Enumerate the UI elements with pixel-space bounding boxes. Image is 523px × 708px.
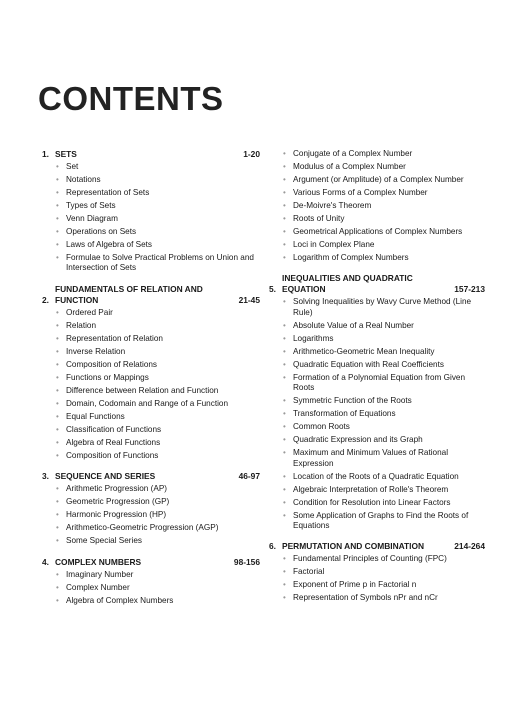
chapter-title: FUNDAMENTALS OF RELATION AND FUNCTION <box>55 283 203 305</box>
topic-label: Absolute Value of a Real Number <box>293 320 414 330</box>
topic-item[interactable] <box>282 554 485 564</box>
topic-list <box>269 297 485 531</box>
topic-label: Algebra of Real Functions <box>66 437 161 447</box>
chapter-pages: 21-45 <box>238 294 260 305</box>
topic-item[interactable] <box>55 412 260 422</box>
topic-item[interactable] <box>55 321 260 331</box>
chapter-title: PERMUTATION AND COMBINATION <box>282 541 425 552</box>
chapter-pages: 46-97 <box>238 471 260 482</box>
bullet-icon: • <box>56 510 59 520</box>
topic-label: Complex Number <box>66 582 130 592</box>
bullet-icon: • <box>283 175 286 184</box>
topic-label: Conjugate of a Complex Number <box>293 149 413 158</box>
bullet-icon: • <box>56 536 59 546</box>
topic-item[interactable] <box>282 297 485 318</box>
bullet-icon: • <box>56 253 59 262</box>
topic-item[interactable] <box>55 175 260 185</box>
topic-label: Logarithms <box>293 333 334 343</box>
topic-label: Set <box>66 162 79 171</box>
bullet-icon: • <box>283 149 286 158</box>
topic-label: Quadratic Expression and its Graph <box>293 435 423 445</box>
bullet-icon: • <box>283 372 286 382</box>
chapter-heading[interactable] <box>42 284 260 306</box>
left-column <box>42 149 260 616</box>
topic-item[interactable] <box>282 321 485 331</box>
topic-item[interactable] <box>282 188 485 198</box>
topic-item[interactable] <box>55 201 260 211</box>
topic-label: Composition of Functions <box>66 450 159 460</box>
chapter-title: INEQUALITIES AND QUADRATIC EQUATION <box>282 273 413 295</box>
topic-label: Inverse Relation <box>66 346 126 356</box>
topic-list <box>42 308 260 461</box>
topic-item[interactable] <box>55 334 260 344</box>
bullet-icon: • <box>283 567 286 577</box>
bullet-icon: • <box>283 333 286 343</box>
topic-item[interactable] <box>282 162 485 172</box>
bullet-icon: • <box>56 307 59 317</box>
bullet-icon: • <box>283 359 286 369</box>
topic-item[interactable] <box>282 149 485 159</box>
topic-item[interactable] <box>282 567 485 577</box>
topic-label: Algebra of Complex Numbers <box>66 595 174 605</box>
bullet-icon: • <box>56 188 59 197</box>
bullet-icon: • <box>283 580 286 590</box>
chapter-pages: 98-156 <box>233 556 260 567</box>
topic-item[interactable] <box>282 472 485 482</box>
bullet-icon: • <box>56 372 59 382</box>
chapter-number: 2. <box>42 294 49 305</box>
topic-label: Argument (or Amplitude) of a Complex Number <box>293 175 464 184</box>
chapter-1 <box>42 149 260 274</box>
topic-label: Domain, Codomain and Range of a Function <box>66 398 229 408</box>
topic-item[interactable] <box>55 253 260 274</box>
chapter-title: COMPLEX NUMBERS <box>55 556 142 567</box>
topic-item[interactable] <box>55 227 260 237</box>
topic-label: Various Forms of a Complex Number <box>293 188 428 197</box>
topic-item[interactable] <box>55 510 260 520</box>
bullet-icon: • <box>283 320 286 330</box>
topic-item[interactable] <box>55 570 260 580</box>
topic-label: Equal Functions <box>66 411 125 421</box>
topic-label: Representation of Symbols nPr and nCr <box>293 593 438 603</box>
topic-item[interactable] <box>282 201 485 211</box>
topic-item[interactable] <box>282 580 485 590</box>
topic-label: Arithmetico-Geometric Progression (AGP) <box>66 523 219 533</box>
topic-item[interactable] <box>282 227 485 237</box>
chapter-pages: 214-264 <box>454 541 485 552</box>
topic-item[interactable] <box>282 409 485 419</box>
bullet-icon: • <box>56 346 59 356</box>
topic-item[interactable] <box>282 373 485 394</box>
bullet-icon: • <box>56 450 59 460</box>
topic-list <box>269 554 485 603</box>
topic-item[interactable] <box>55 438 260 448</box>
bullet-icon: • <box>283 227 286 236</box>
bullet-icon: • <box>56 385 59 395</box>
topic-label: Location of the Roots of a Quadratic Equation <box>293 471 459 481</box>
chapter-pages: 1-20 <box>243 149 260 159</box>
topic-label: Formation of a Polynomial Equation from Given Roots <box>293 372 466 393</box>
topic-label: Ordered Pair <box>66 307 113 317</box>
topic-item[interactable] <box>55 308 260 318</box>
bullet-icon: • <box>56 424 59 434</box>
bullet-icon: • <box>283 214 286 223</box>
topic-label: Representation of Relation <box>66 333 163 343</box>
bullet-icon: • <box>283 188 286 197</box>
bullet-icon: • <box>56 398 59 408</box>
topic-item[interactable] <box>55 596 260 606</box>
topic-label: Harmonic Progression (HP) <box>66 510 167 520</box>
bullet-icon: • <box>56 411 59 421</box>
chapter-5 <box>269 273 485 531</box>
chapter-pages: 157-213 <box>454 284 485 295</box>
topic-label: Types of Sets <box>66 201 116 210</box>
topic-label: Common Roots <box>293 422 350 432</box>
topic-item[interactable] <box>55 425 260 435</box>
topic-label: Exponent of Prime p in Factorial n <box>293 580 417 590</box>
topic-item[interactable] <box>55 484 260 494</box>
chapter-heading[interactable] <box>269 273 485 295</box>
topic-item[interactable] <box>282 214 485 224</box>
topic-item[interactable] <box>282 435 485 445</box>
chapter-heading[interactable] <box>42 557 260 568</box>
topic-item[interactable] <box>55 214 260 224</box>
bullet-icon: • <box>283 201 286 210</box>
chapter-heading[interactable] <box>269 541 485 552</box>
topic-label: Transformation of Equations <box>293 409 396 419</box>
topic-label: Logarithm of Complex Numbers <box>293 253 409 262</box>
topic-label: Some Application of Graphs to Find the Roots of Equations <box>293 510 469 531</box>
topic-item[interactable] <box>282 175 485 185</box>
topic-label: Arithmetic Progression (AP) <box>66 484 168 494</box>
topic-label: Relation <box>66 320 97 330</box>
topic-label: Maximum and Minimum Values of Rational Expression <box>293 448 449 468</box>
topic-label: Loci in Complex Plane <box>293 240 375 249</box>
chapter-title: SETS <box>55 149 77 159</box>
bullet-icon: • <box>56 582 59 592</box>
topic-label: Formulae to Solve Practical Problems on Union and Intersection of Sets <box>66 253 254 273</box>
topic-label: Geometrical Applications of Complex Numbers <box>293 227 463 236</box>
topic-item[interactable] <box>55 523 260 533</box>
topic-label: Condition for Resolution into Linear Factors <box>293 497 451 507</box>
bullet-icon: • <box>56 240 59 249</box>
bullet-icon: • <box>56 569 59 579</box>
topic-item[interactable] <box>55 360 260 370</box>
topic-item[interactable] <box>282 396 485 406</box>
topic-label: Difference between Relation and Function <box>66 385 219 395</box>
topic-item[interactable] <box>55 451 260 461</box>
chapter-number: 6. <box>269 541 276 552</box>
topic-label: Modulus of a Complex Number <box>293 162 406 171</box>
chapter-heading[interactable] <box>42 471 260 482</box>
topic-item[interactable] <box>55 240 260 250</box>
page-title: CONTENTS <box>38 80 224 117</box>
topic-label: Classification of Functions <box>66 424 162 434</box>
bullet-icon: • <box>283 396 286 406</box>
topic-item[interactable] <box>55 386 260 396</box>
chapter-heading[interactable] <box>42 149 260 160</box>
topic-label: Roots of Unity <box>293 214 345 223</box>
bullet-icon: • <box>283 409 286 419</box>
chapter-number: 1. <box>42 149 49 159</box>
chapter-title: SEQUENCE AND SERIES <box>55 471 156 482</box>
bullet-icon: • <box>283 497 286 507</box>
topic-label: Laws of Algebra of Sets <box>66 240 153 249</box>
bullet-icon: • <box>56 162 59 171</box>
topic-item[interactable] <box>282 347 485 357</box>
topic-label: Factorial <box>293 567 325 577</box>
topic-item[interactable] <box>55 536 260 546</box>
bullet-icon: • <box>56 437 59 447</box>
topic-label: Quadratic Equation with Real Coefficients <box>293 359 444 369</box>
chapter-4 <box>42 557 260 606</box>
topic-item[interactable] <box>55 188 260 198</box>
topic-list <box>42 162 260 274</box>
bullet-icon: • <box>56 175 59 184</box>
bullet-icon: • <box>283 448 286 458</box>
topic-item[interactable] <box>55 373 260 383</box>
chapter-4-continued <box>269 149 485 263</box>
bullet-icon: • <box>283 484 286 494</box>
bullet-icon: • <box>283 346 286 356</box>
topic-item[interactable] <box>282 498 485 508</box>
topic-label: Solving Inequalities by Wavy Curve Method (Line Rule) <box>293 297 472 317</box>
topic-item[interactable] <box>55 497 260 507</box>
chapter-number: 5. <box>269 284 276 295</box>
topic-item[interactable] <box>282 334 485 344</box>
topic-label: Some Special Series <box>66 536 142 546</box>
bullet-icon: • <box>56 333 59 343</box>
chapter-number: 4. <box>42 556 49 567</box>
bullet-icon: • <box>56 497 59 507</box>
topic-label: Operations on Sets <box>66 227 137 236</box>
topic-item[interactable] <box>55 583 260 593</box>
topic-list <box>42 570 260 606</box>
topic-item[interactable] <box>55 347 260 357</box>
bullet-icon: • <box>56 214 59 223</box>
chapter-6 <box>269 541 485 603</box>
bullet-icon: • <box>56 320 59 330</box>
topic-label: Symmetric Function of the Roots <box>293 396 412 406</box>
topic-item[interactable] <box>282 485 485 495</box>
bullet-icon: • <box>283 593 286 603</box>
topic-list <box>42 484 260 546</box>
topic-label: Notations <box>66 175 101 184</box>
bullet-icon: • <box>56 227 59 236</box>
bullet-icon: • <box>56 201 59 210</box>
bullet-icon: • <box>283 253 286 262</box>
bullet-icon: • <box>56 595 59 605</box>
topic-label: Representation of Sets <box>66 188 150 197</box>
topic-item[interactable] <box>282 240 485 250</box>
topic-item[interactable] <box>282 448 485 469</box>
topic-item[interactable] <box>55 399 260 409</box>
topic-item[interactable] <box>282 360 485 370</box>
topic-label: De-Moivre's Theorem <box>293 201 372 210</box>
topic-label: Composition of Relations <box>66 359 158 369</box>
bullet-icon: • <box>56 484 59 494</box>
topic-label: Algebraic Interpretation of Rolle's Theorem <box>293 484 449 494</box>
bullet-icon: • <box>283 510 286 520</box>
topic-list <box>269 149 485 263</box>
bullet-icon: • <box>283 554 286 564</box>
bullet-icon: • <box>56 359 59 369</box>
topic-item[interactable] <box>282 593 485 603</box>
bullet-icon: • <box>283 297 286 307</box>
bullet-icon: • <box>56 523 59 533</box>
topic-label: Imaginary Number <box>66 569 134 579</box>
bullet-icon: • <box>283 471 286 481</box>
topic-label: Venn Diagram <box>66 214 118 223</box>
bullet-icon: • <box>283 435 286 445</box>
topic-label: Geometric Progression (GP) <box>66 497 170 507</box>
topic-item[interactable] <box>55 162 260 172</box>
chapter-number: 3. <box>42 471 49 482</box>
topic-label: Arithmetico-Geometric Mean Inequality <box>293 346 435 356</box>
bullet-icon: • <box>283 162 286 171</box>
chapter-3 <box>42 471 260 546</box>
right-column <box>269 149 485 614</box>
topic-item[interactable] <box>282 511 485 532</box>
chapter-2 <box>42 284 260 461</box>
topic-label: Fundamental Principles of Counting (FPC) <box>293 554 447 564</box>
topic-item[interactable] <box>282 253 485 263</box>
bullet-icon: • <box>283 240 286 249</box>
topic-item[interactable] <box>282 422 485 432</box>
bullet-icon: • <box>283 422 286 432</box>
topic-label: Functions or Mappings <box>66 372 149 382</box>
